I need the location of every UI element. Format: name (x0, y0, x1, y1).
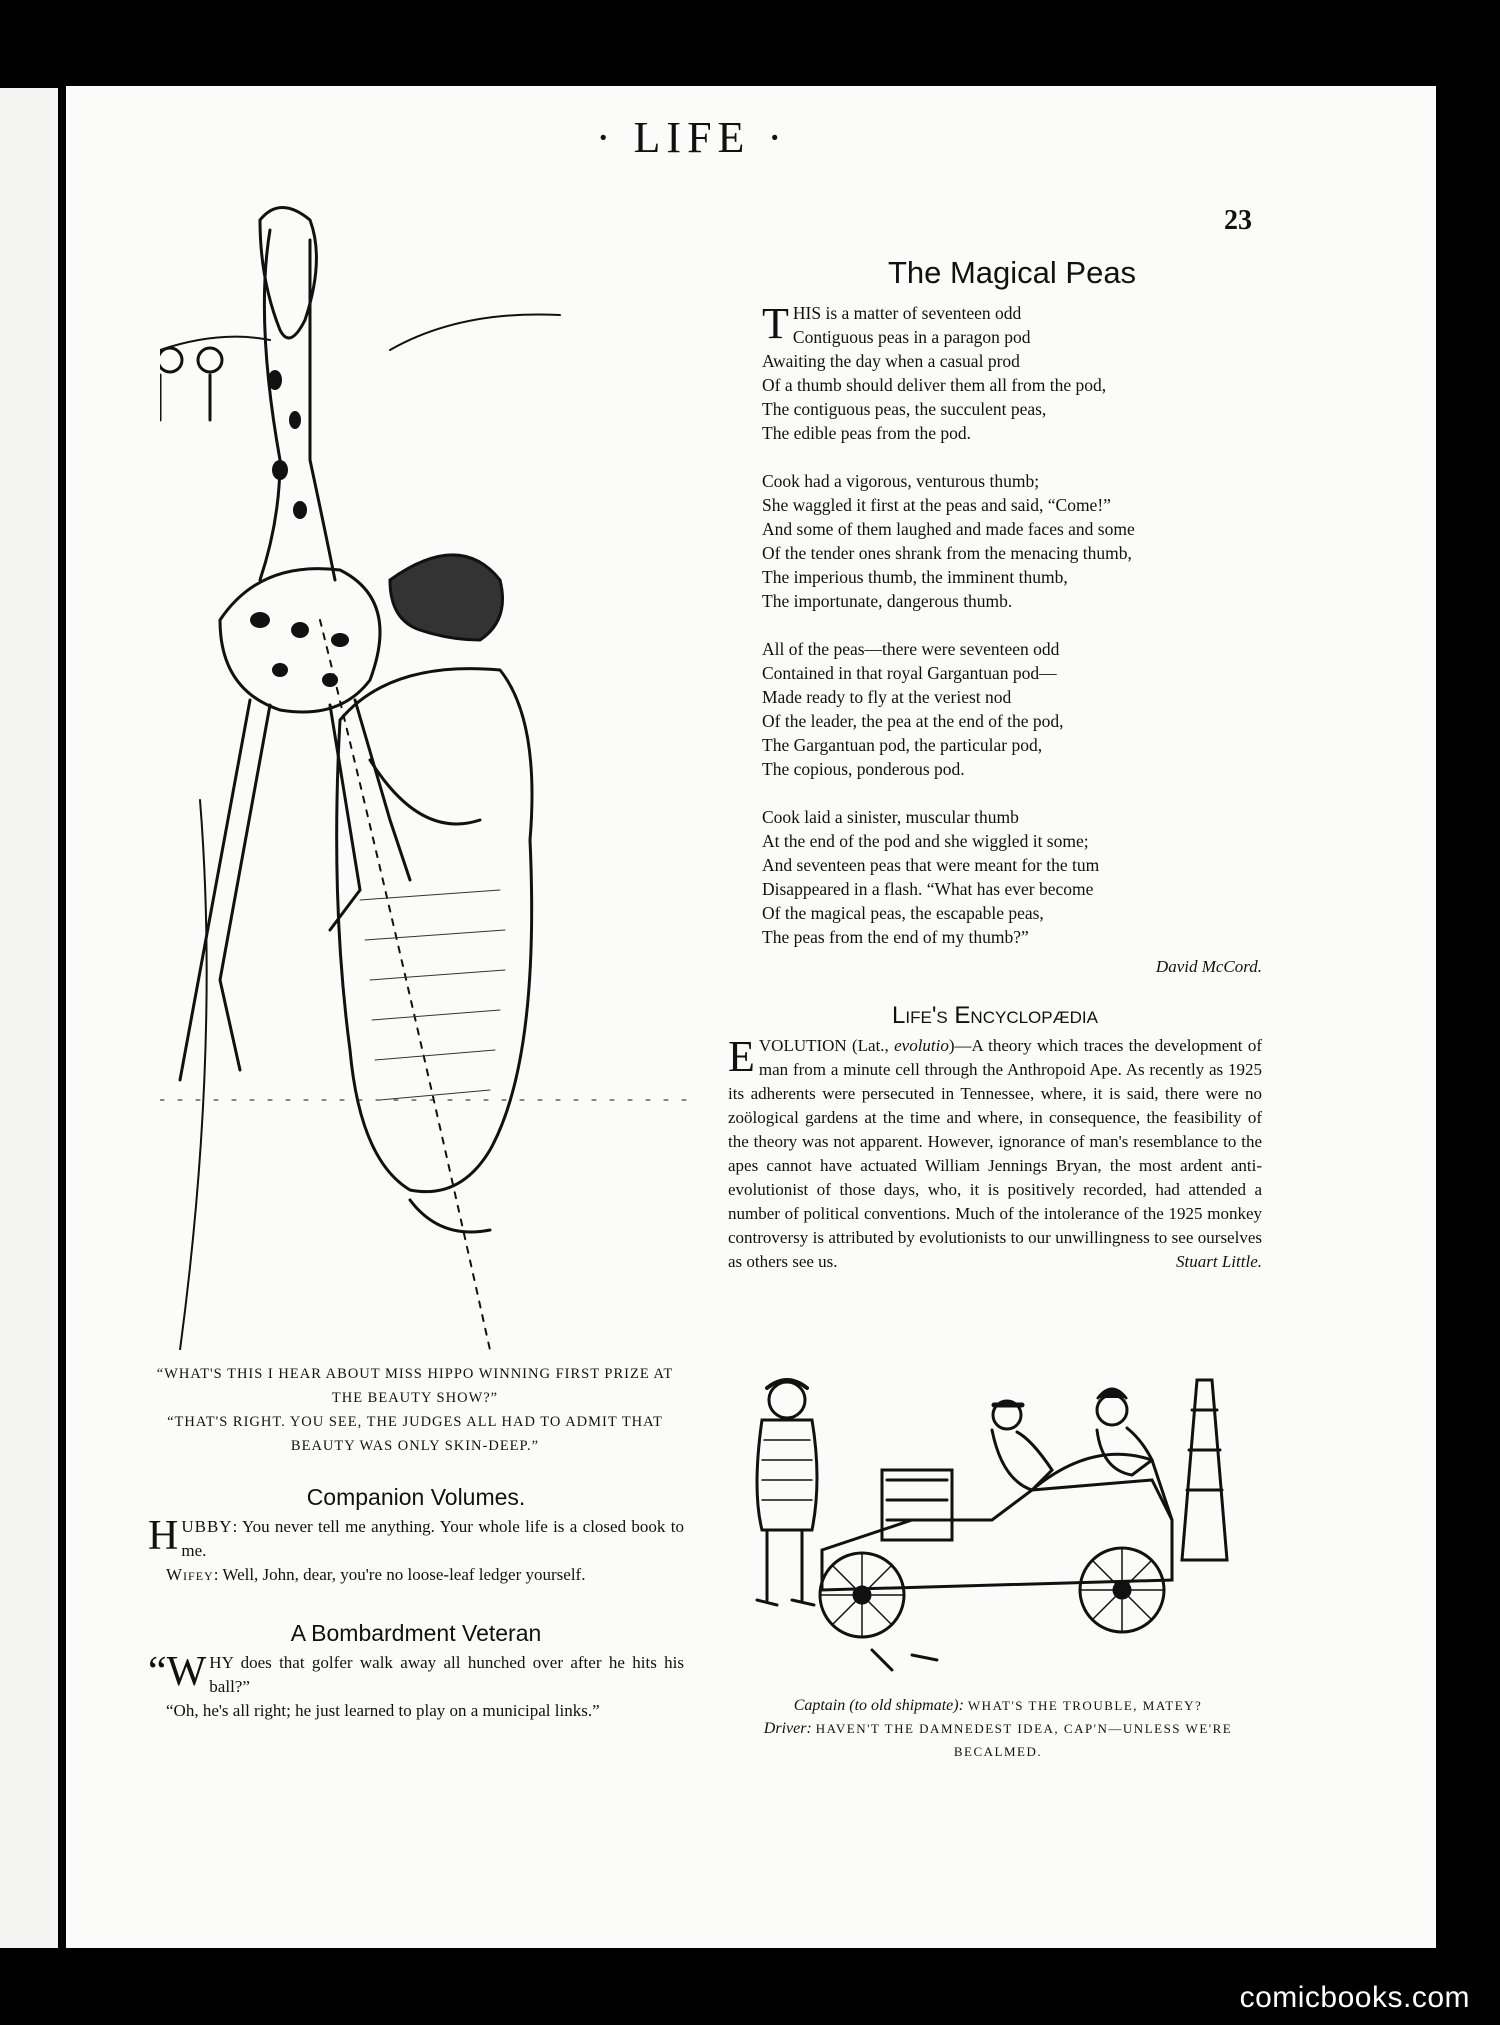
poem-line: Of the magical peas, the escapable peas, (762, 903, 1044, 923)
poem-author: David McCord. (1155, 957, 1262, 976)
poem-line: Of the leader, the pea at the end of the pod, (762, 711, 1064, 731)
poem-line: The Gargantuan pod, the particular pod, (762, 735, 1043, 755)
masthead: · LIFE · (595, 113, 789, 162)
car-cartoon-caption (728, 1694, 1268, 1763)
bombardment-question (148, 1651, 684, 1699)
poem-line: At the end of the pod and she wiggled it some; (762, 831, 1089, 851)
speaker-driver: Driver: (763, 1720, 812, 1737)
page-number: 23 (1224, 205, 1252, 236)
car-cartoon (732, 1360, 1262, 1690)
site-watermark: comicbooks.com (1239, 1981, 1470, 2014)
wifey-text: : Well, John, dear, you're no loose-leaf ledger yourself. (213, 1565, 586, 1584)
poem-line: Cook had a vigorous, venturous thumb; (762, 471, 1040, 491)
encyclopedia-italic-term: evolutio (894, 1036, 949, 1055)
poem-stanza-3 (762, 637, 1262, 781)
poem-line: And seventeen peas that were meant for the tum (762, 855, 1100, 875)
poem-drop-cap: T (762, 299, 789, 348)
poem-line: All of the peas—there were seventeen odd (762, 639, 1060, 659)
caption-captain-line (728, 1694, 1268, 1717)
caption-question: “WHAT'S THIS I HEAR ABOUT MISS HIPPO WINNING FIRST PRIZE AT THE BEAUTY SHOW?” (156, 1366, 674, 1406)
hubby-text: : You never tell me anything. Your whole life is a closed book to me. (181, 1517, 684, 1560)
poem-line: The contiguous peas, the succulent peas, (762, 399, 1047, 419)
captain-quote: WHAT'S THE TROUBLE, MATEY? (967, 1698, 1203, 1713)
poem-stanza-1 (762, 301, 1262, 445)
poem-line: Of a thumb should deliver them all from the pod, (762, 375, 1107, 395)
speaker-wifey: Wifey (166, 1565, 214, 1584)
poem-line: She waggled it first at the peas and said, “Come!” (762, 495, 1111, 515)
poem-line: Cook laid a sinister, muscular thumb (762, 807, 1019, 827)
encyclopedia-author: Stuart Little. (1176, 1252, 1262, 1271)
poem-line: The imperious thumb, the imminent thumb, (762, 567, 1068, 587)
encyclopedia-text-part: )—A theory which traces the development of man from a minute cell through the Anthropoid Ape. As recently as 1925 its adherents were persecuted in Tennessee, where, it is said, there were no zoölogical gardens at the time and where, in consequence, the feasibility of the theory was not apparent. However, ignorance of man's resemblance to the apes cannot have actuated William Jennings Bryan, the most ardent anti-evolutionist of those days, who, it is positively recorded, had attended a number of political conventions. Much of the intolerance of the 1925 monkey controversy is attributed by evolutionists to our unwillingness to see ourselves as others see us. (728, 1036, 1262, 1271)
caption-driver-line (728, 1717, 1268, 1763)
companion-volumes-joke (148, 1484, 684, 1587)
driver-quote: HAVEN'T THE DAMNEDEST IDEA, CAP'N—UNLESS WE'RE BECALMED. (815, 1721, 1233, 1759)
encyclopedia-text (728, 1034, 1262, 1274)
encyclopedia-entry (728, 1002, 1262, 1274)
poem-magical-peas (762, 255, 1262, 977)
poem-title: The Magical Peas (887, 255, 1137, 290)
bombardment-answer: “Oh, he's all right; he just learned to play on a municipal links.” (166, 1701, 600, 1720)
speaker-note: (to old shipmate): (849, 1697, 964, 1714)
companion-wifey-line (148, 1563, 684, 1587)
bombardment-veteran-joke (148, 1620, 684, 1723)
giraffe-cartoon-caption (140, 1362, 690, 1458)
companion-drop-cap: H (148, 1513, 179, 1559)
poem-line: Contiguous peas in a paragon pod (792, 327, 1031, 347)
poem-line: The copious, ponderous pod. (762, 759, 965, 779)
poem-line: And some of them laughed and made faces and some (762, 519, 1135, 539)
encyclopedia-text-part: VOLUTION (Lat., (758, 1036, 895, 1055)
poem-line: Disappeared in a flash. “What has ever become (762, 879, 1094, 899)
speaker-captain: Captain (793, 1697, 846, 1714)
companion-hubby-line (148, 1515, 684, 1563)
poem-line: HIS is a matter of seventeen odd (792, 303, 1022, 323)
poem-line: Awaiting the day when a casual prod (762, 351, 1020, 371)
encyclopedia-title: Life's Encyclopædia (892, 1002, 1098, 1029)
poem-line: The importunate, dangerous thumb. (762, 591, 1013, 611)
speaker-hubby: UBBY (181, 1517, 233, 1536)
poem-line: Contained in that royal Gargantuan pod— (762, 663, 1057, 683)
encyclopedia-drop-cap: E (728, 1032, 755, 1081)
poem-stanza-4 (762, 805, 1262, 949)
previous-page-edge (0, 88, 58, 1948)
bombardment-drop-cap: “W (148, 1649, 207, 1695)
poem-line: Of the tender ones shrank from the menacing thumb, (762, 543, 1132, 563)
question-text: HY does that golfer walk away all hunched over after he hits his ball?” (209, 1653, 684, 1696)
poem-stanza-2 (762, 469, 1262, 613)
poem-line: Made ready to fly at the veriest nod (762, 687, 1012, 707)
caption-answer: “THAT'S RIGHT. YOU SEE, THE JUDGES ALL HAD TO ADMIT THAT BEAUTY WAS ONLY SKIN-DEEP.” (167, 1414, 663, 1454)
bombardment-title: A Bombardment Veteran (290, 1620, 542, 1646)
poem-line: The edible peas from the pod. (762, 423, 971, 443)
companion-title: Companion Volumes. (306, 1484, 526, 1510)
poem-line: The peas from the end of my thumb?” (762, 927, 1029, 947)
giraffe-hippo-cartoon (160, 200, 700, 1350)
